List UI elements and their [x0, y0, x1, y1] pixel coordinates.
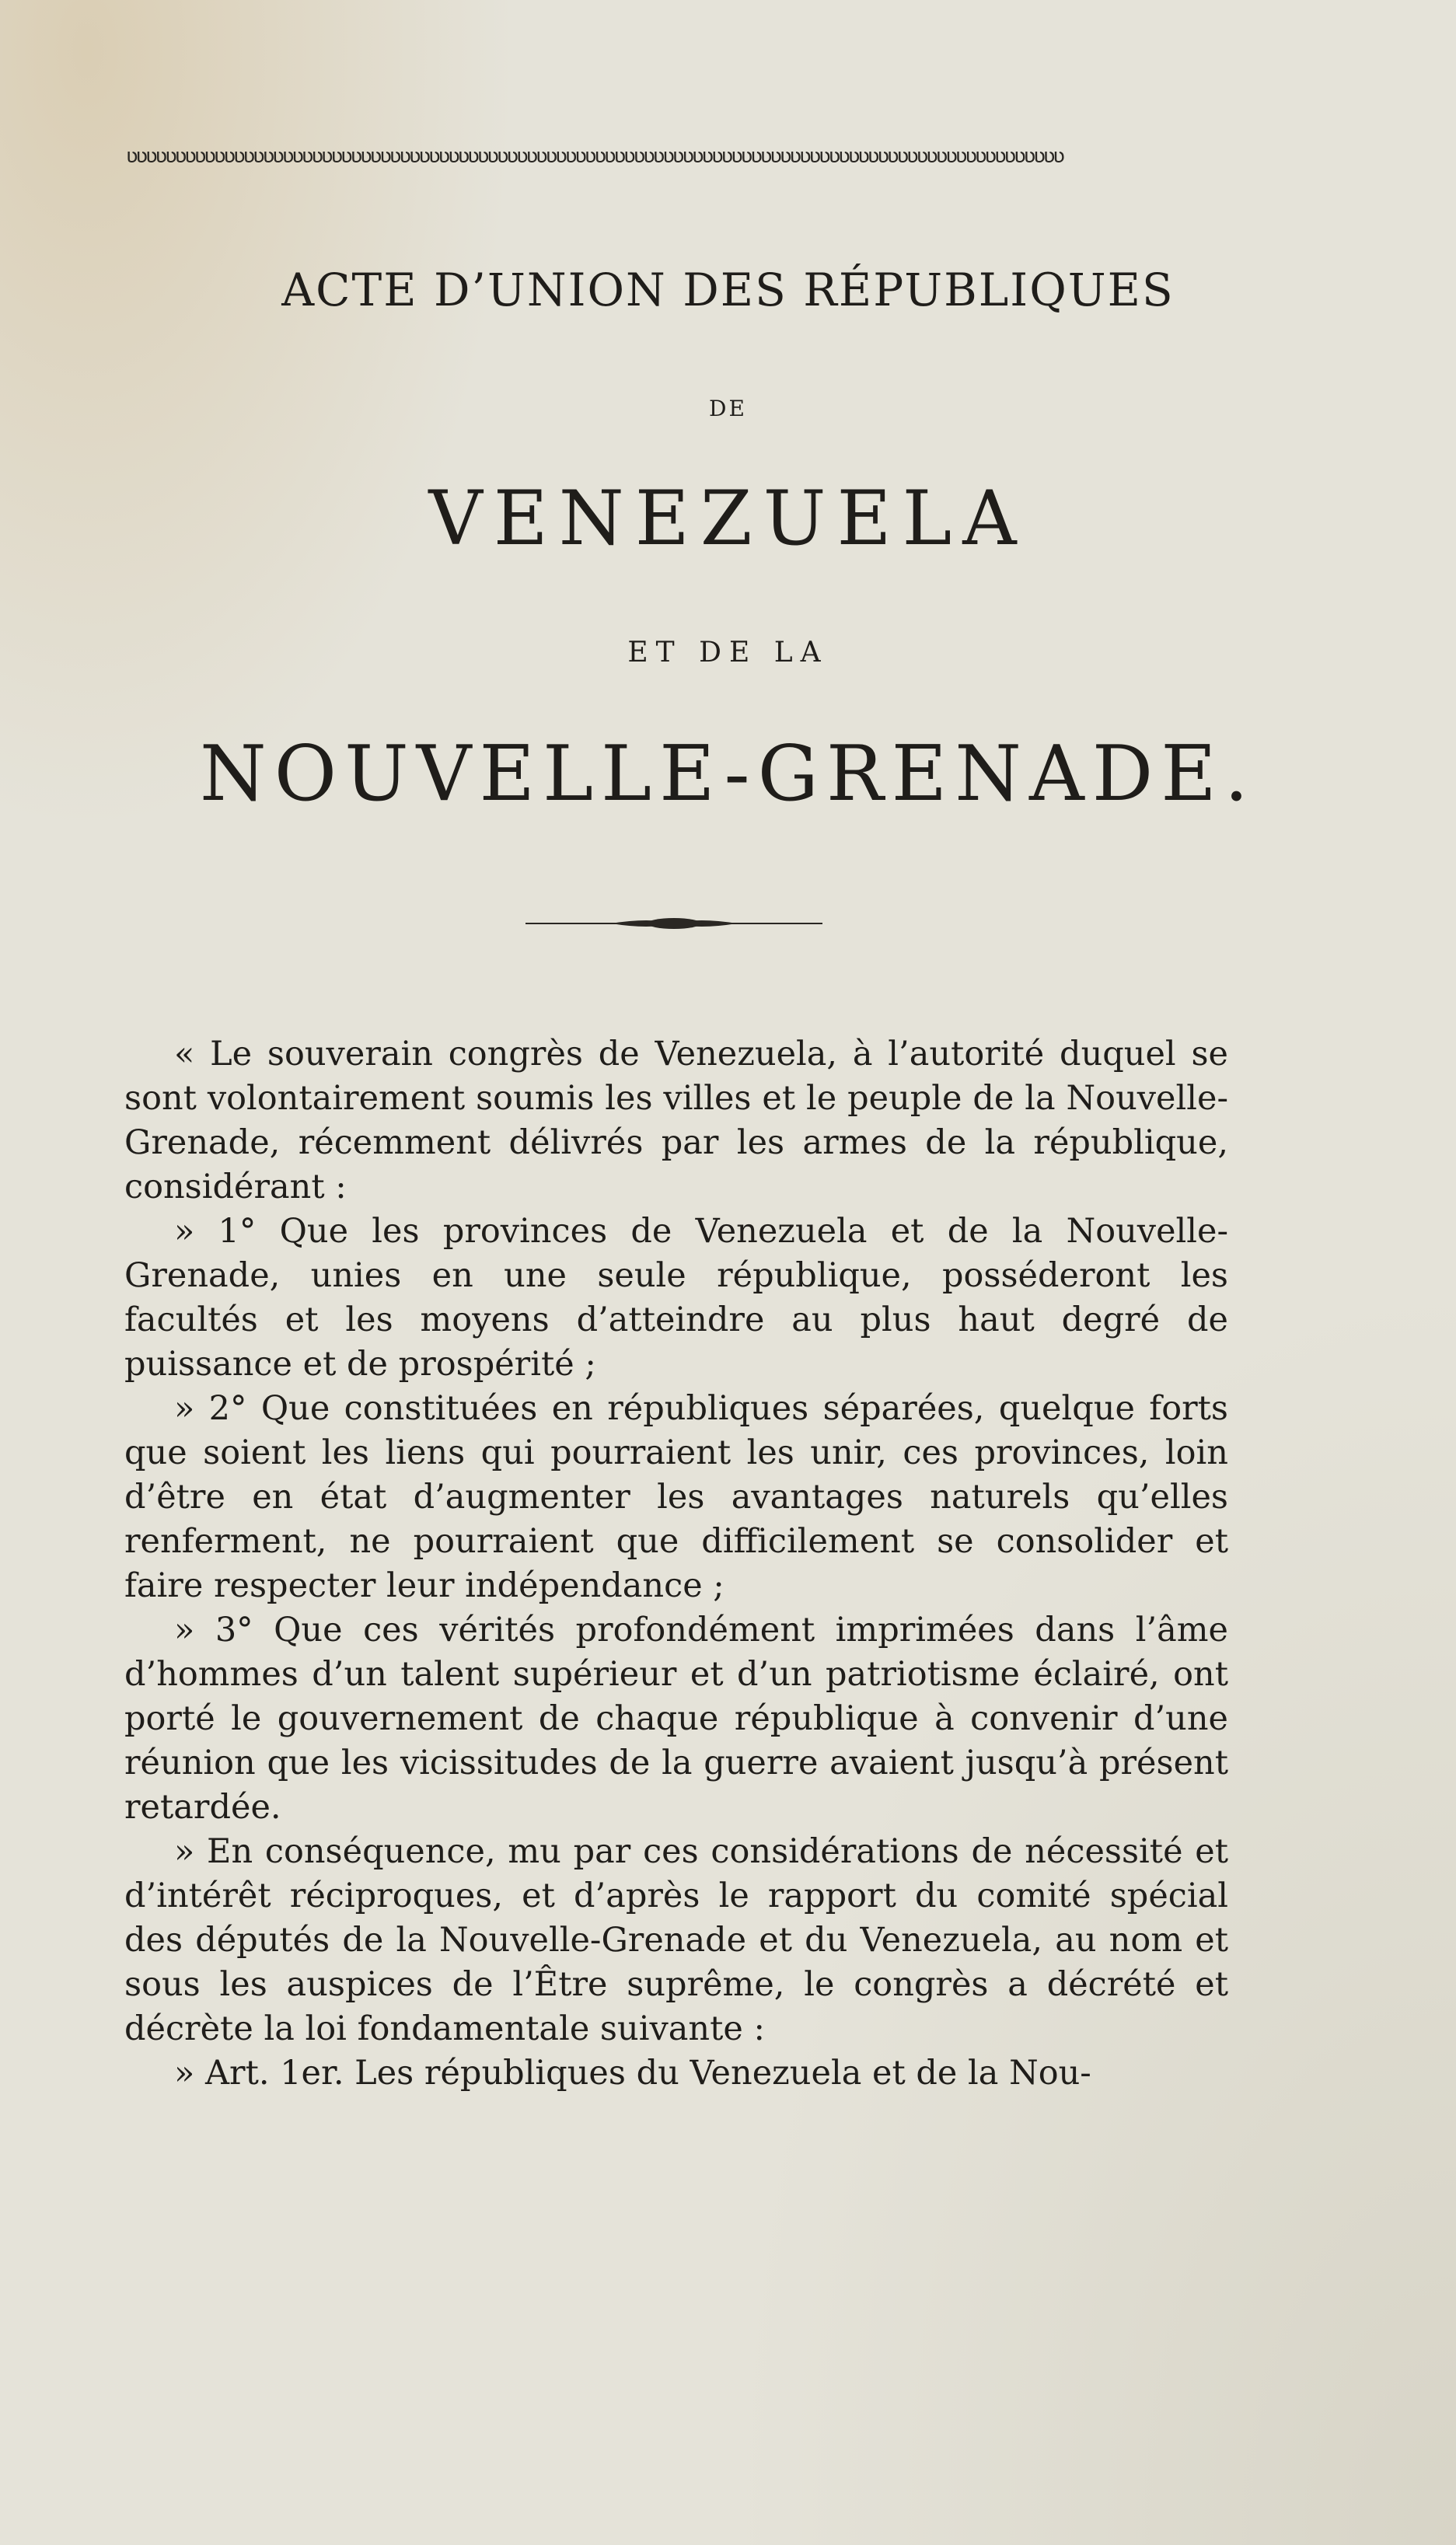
paragraph-point-1: » 1° Que les provinces de Venezuela et de la Nouvelle-Grenade, unies en une seule république, posséderont les facultés et les moyens d’atteindre au plus haut degré de puissance et de prospérité ; [124, 1212, 1228, 1384]
title-acte-d-union: ACTE D’UNION DES RÉPUBLIQUES [281, 264, 1175, 316]
paragraph-article-1: » Art. 1er. Les républiques du Venezuela et de la Nou- [174, 2054, 1091, 2093]
body-text [124, 1032, 1228, 2096]
paragraph-point-3: » 3° Que ces vérités profondément imprimées dans l’âme d’hommes d’un talent supérieur et d’un patriotisme éclairé, ont porté le gouvernement de chaque république à convenir d’une réunion que les vicissitudes de la guerre avaient jusqu’à présent retardée. [124, 1611, 1228, 1827]
paragraph-point-2: » 2° Que constituées en républiques séparées, quelque forts que soient les liens qui pourraient les unir, ces provinces, loin d’être en état d’augmenter les avantages naturels qu’elles renferment, ne pourraient que difficilement se consolider et faire respecter leur indépendance ; [124, 1389, 1228, 1605]
title-de: DE [709, 396, 747, 421]
title-venezuela: VENEZUELA [428, 475, 1028, 562]
decorative-border: ʋʋʋʋʋʋʋʋʋʋʋʋʋʋʋʋʋʋʋʋʋʋʋʋʋʋʋʋʋʋʋʋʋʋʋʋʋʋʋʋʋʋʋʋʋʋʋʋʋʋʋʋʋʋʋʋʋʋʋʋʋʋʋʋʋʋʋʋʋʋʋʋʋʋʋʋʋʋʋʋʋʋʋʋʋʋʋʋʋʋʋʋʋʋʋʋ [126, 145, 1063, 168]
divider-ornament [525, 914, 822, 933]
paragraph-intro: « Le souverain congrès de Venezuela, à l’autorité duquel se sont volontairement soumis les villes et le peuple de la Nouvelle-Grenade, récemment délivrés par les armes de la république, considérant : [124, 1035, 1228, 1206]
title-et-de-la: ET DE LA [627, 637, 829, 669]
title-nouvelle-grenade: NOUVELLE-GRENADE. [199, 730, 1256, 819]
paragraph-consequence: » En conséquence, mu par ces considérations de nécessité et d’intérêt réciproques, et d’après le rapport du comité spécial des députés de la Nouvelle-Grenade et du Venezuela, au nom et sous les auspices de l’Être suprême, le congrès a décrété et décrète la loi fondamentale suivante : [124, 1832, 1228, 2048]
